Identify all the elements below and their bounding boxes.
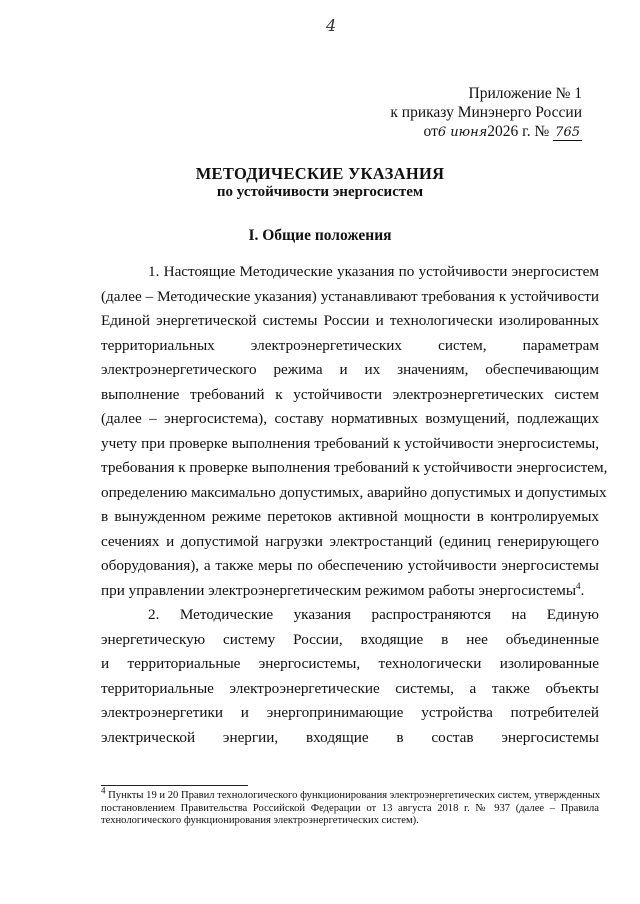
body-line: (далее – Методические указания) устанавливают требования к устойчивости — [101, 287, 599, 305]
footnote-marker: 4 — [101, 785, 106, 796]
body-line: сечениях и допустимой нагрузки электростанций (единиц генерирующего — [101, 532, 599, 550]
body-line: территориальных электроэнергетических систем, параметрам — [101, 336, 599, 354]
year-number-label: 2026 г. № — [487, 123, 550, 140]
sentence-end: . — [580, 581, 585, 599]
body-line: выполнение требований к устойчивости электроэнергетических систем — [101, 385, 599, 403]
body-line: оборудования), а также меры по обеспечению устойчивости энергосистемы — [101, 557, 599, 574]
body-line: требования к проверке выполнения требований к устойчивости энергосистем, — [101, 459, 608, 476]
footnote-divider — [101, 785, 248, 786]
body-line: электроэнергетики и энергопринимающие устройства потребителей — [101, 704, 599, 721]
date-prefix: от — [423, 123, 438, 140]
order-date-number — [390, 122, 582, 142]
body-line: в вынужденном режиме перетоков активной мощности в контролируемых — [101, 508, 599, 525]
body-line: территориальные электроэнергетические системы, а также объекты — [101, 679, 599, 697]
footnote-line: постановлением Правительства Российской Федерации от 13 августа 2018 г. № 937 (далее – Правила — [101, 802, 599, 814]
body-line: 2. Методические указания распространяются на Единую — [148, 606, 599, 623]
body-line: определению максимально допустимых, аварийно допустимых и допустимых — [101, 483, 607, 501]
footnote-reference: 4 — [576, 580, 581, 591]
body-line: при управлении электроэнергетическим режимом работы энергосистемы — [101, 581, 577, 599]
footnote-line: $^4$ Пункты 19 и 20 Правил технологического функционирования электроэнергетических систем, утвержденных — [101, 785, 601, 801]
body-line: электроэнергетического режима и их значениям, обеспечивающим — [101, 361, 599, 378]
approval-block — [390, 84, 582, 142]
body-line: (далее – энергосистема), составу нормативных возмущений, подлежащих — [101, 410, 599, 427]
document-subtitle: по устойчивости энергосистем — [216, 184, 424, 200]
body-text — [101, 260, 608, 750]
body-line: электрической энергии, входящие в состав энергосистемы — [101, 728, 599, 746]
body-line: 1. Настоящие Методические указания по устойчивости энергосистем — [148, 263, 599, 280]
body-line: энергетическую систему России, входящие в нее объединенные — [101, 630, 599, 648]
page-number: 4 — [326, 16, 337, 35]
body-line: Единой энергетической системы России и технологически изолированных — [101, 312, 599, 329]
handwritten-date: 6 июня — [437, 125, 488, 140]
footnote-line: технологического функционирования электроэнергетических систем). — [101, 815, 419, 826]
appendix-label: Приложение № 1 — [468, 85, 582, 102]
body-line: и территориальные энергосистемы, технологически изолированные — [101, 655, 599, 672]
document-title: МЕТОДИЧЕСКИЕ УКАЗАНИЯ — [195, 164, 445, 183]
body-line-with-footnote — [101, 579, 599, 604]
footnote — [101, 785, 601, 828]
section-heading: I. Общие положения — [248, 227, 392, 244]
order-reference: к приказу Минэнерго России — [390, 104, 582, 121]
body-line: учету при проверке выполнения требований к устойчивости энергосистемы, — [101, 434, 599, 452]
handwritten-order-number: 765 — [555, 125, 580, 140]
